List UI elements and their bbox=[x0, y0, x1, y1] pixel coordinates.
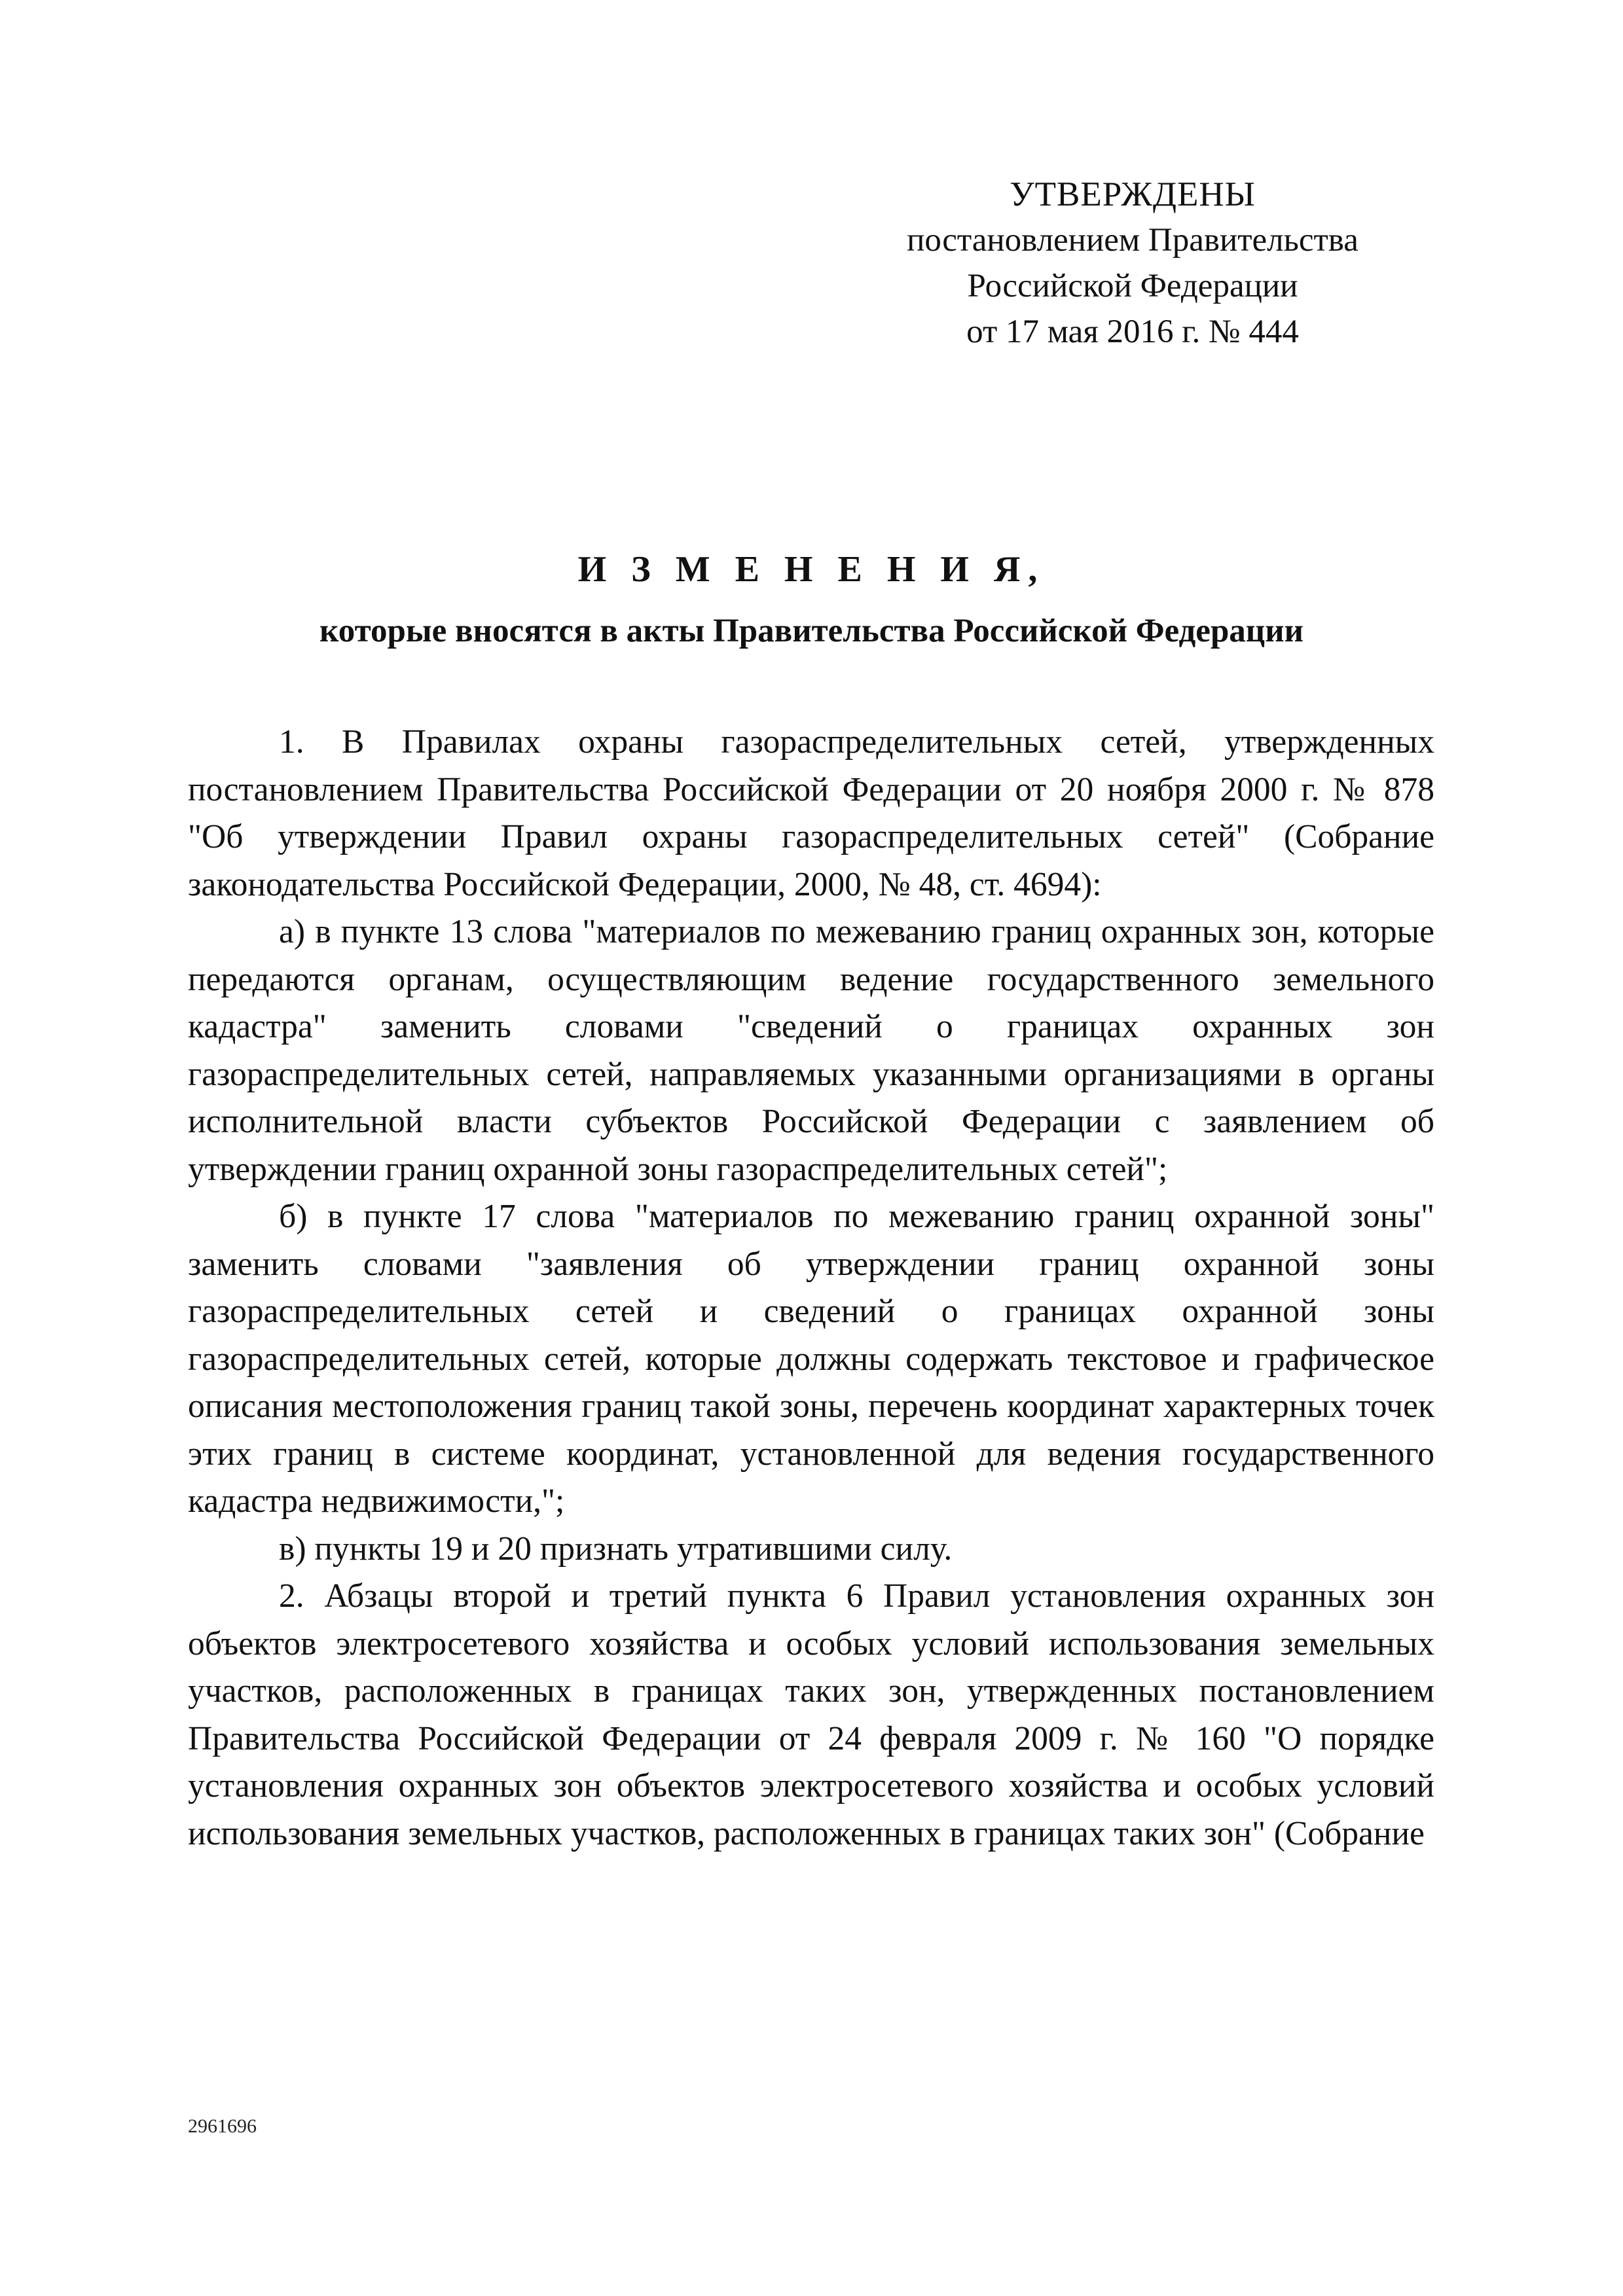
approval-title: УТВЕРЖДЕНЫ bbox=[1010, 175, 1256, 213]
approval-line-federation: Российской Федерации bbox=[967, 268, 1298, 304]
paragraph-1a: а) в пункте 13 слова "материалов по межеванию границ охранных зон, которые передаются органам, осуществляющим ведение государственного земельного кадастра" заменить словами "сведений о границах охранных зон газораспределительных сетей, направляемых указанными организациями в органы исполнительной власти субъектов Российской Федерации с заявлением об утверждении границ охранной зоны газораспределительных сетей"; bbox=[188, 913, 1434, 1188]
paragraph-2: 2. Абзацы второй и третий пункта 6 Правил установления охранных зон объектов электросетевого хозяйства и особых условий использования земельных участков, расположенных в границах таких зон, утвержденных постановлением Правительства Российской Федерации от 24 февраля 2009 г. № 160 "О порядке установления охранных зон объектов электросетевого хозяйства и особых условий использования земельных участков, расположенных в границах таких зон" (Собрание bbox=[188, 1577, 1434, 1852]
approval-line-resolution: постановлением Правительства bbox=[907, 222, 1359, 259]
approval-block bbox=[871, 171, 1395, 355]
paragraph-1: 1. В Правилах охраны газораспределительных сетей, утвержденных постановлением Правительства Российской Федерации от 20 ноября 2000 г. № 878 "Об утверждении Правил охраны газораспределительных сетей" (Собрание законодательства Российской Федерации, 2000, № 48, ст. 4694): bbox=[188, 723, 1434, 903]
document-code: 2961696 bbox=[188, 2115, 257, 2137]
paragraph-1b: б) в пункте 17 слова "материалов по межеванию границ охранной зоны" заменить словами "заявления об утверждении границ охранной зоны газораспределительных сетей и сведений о границах охранной зоны газораспределительных сетей, которые должны содержать текстовое и графическое описания местоположения границ такой зоны, перечень координат характерных точек этих границ в системе координат, установленной для ведения государственного кадастра недвижимости,"; bbox=[188, 1198, 1434, 1520]
document-subtitle: которые вносятся в акты Правительства Российской Федерации bbox=[319, 613, 1304, 649]
document-title: И З М Е Н Е Н И Я, bbox=[577, 549, 1046, 590]
approval-line-date-number: от 17 мая 2016 г. № 444 bbox=[966, 314, 1299, 350]
document-body bbox=[188, 719, 1434, 1857]
paragraph-1c: в) пункты 19 и 20 признать утратившими силу. bbox=[279, 1530, 953, 1568]
